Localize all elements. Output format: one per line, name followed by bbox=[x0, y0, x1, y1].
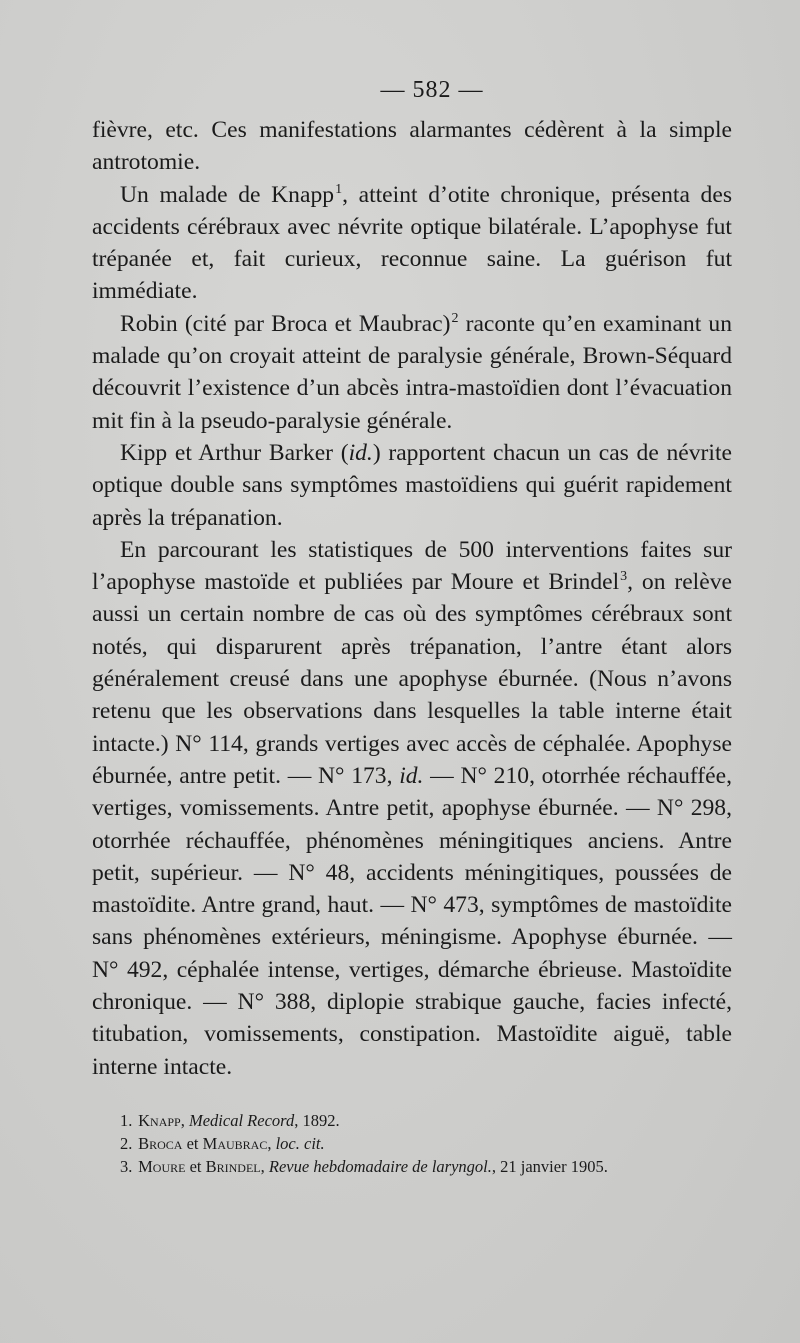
text-run: , 1892. bbox=[294, 1110, 340, 1130]
paragraph bbox=[92, 308, 732, 437]
book-page bbox=[92, 68, 732, 1178]
paragraph bbox=[92, 114, 732, 179]
footnote bbox=[92, 1132, 732, 1155]
author-name: Broca bbox=[138, 1133, 183, 1153]
text-run: et bbox=[182, 1133, 203, 1153]
footnote-number: 1. bbox=[120, 1110, 133, 1130]
footnote bbox=[92, 1155, 732, 1178]
footnote-number: 3. bbox=[120, 1156, 133, 1176]
author-name: Brindel bbox=[205, 1156, 261, 1176]
text-run: Un malade de Knapp bbox=[120, 181, 335, 208]
text-run: En parcourant les statistiques de 500 interventions faites sur l’apophyse mastoïde et publiées par Moure et Brindel bbox=[92, 536, 732, 596]
text-run: — N° 210, otorrhée réchauffée, vertiges, vomissements. Antre petit, apophyse éburnée. — N° 298, otorrhée réchauffée, phénomènes méningitiques anciens. Antre petit, supérieur. — N° 48, accidents méningitiques, poussées de mastoïdite. Antre grand, haut. — N° 473, symptômes de mastoïdite sans phénomènes extérieurs, méningisme. Apophyse éburnée. — N° 492, céphalée intense, vertiges, démarche ébrieuse. Mastoïdite chronique. — N° 388, diplopie strabique gauche, facies infecté, titubation, vomissements, constipation. Mastoïdite aiguë, table interne intacte. bbox=[92, 762, 733, 1080]
footnote-number: 2. bbox=[120, 1133, 133, 1153]
text-run: raconte qu’en examinant un malade qu’on croyait atteint de paralysie générale, Brown-Séquard découvrit l’existence d’un abcès intra-mastoïdien dont l’évacuation mit fin à la pseudo-paralysie générale. bbox=[92, 310, 732, 434]
body-text bbox=[92, 114, 732, 1083]
footnotes bbox=[92, 1109, 732, 1178]
italic-text: Medical Record bbox=[188, 1110, 295, 1130]
text-run: , bbox=[267, 1133, 276, 1153]
page-number: — 582 — bbox=[380, 77, 484, 103]
footnote-reference: 2 bbox=[451, 310, 459, 326]
text-run: fièvre, etc. Ces manifestations alarmantes cédèrent à la simple antrotomie. bbox=[92, 117, 732, 176]
text-run: Kipp et Arthur Barker ( bbox=[120, 439, 349, 466]
paragraph bbox=[92, 437, 732, 534]
paragraph bbox=[92, 534, 732, 1083]
text-run: , atteint d’otite chronique, présenta des accidents cérébraux avec névrite optique bilatérale. L’apophyse fut trépanée et, fait curieux, reconnue saine. La guérison fut immédiate. bbox=[92, 181, 733, 305]
author-name: Maubrac bbox=[202, 1133, 268, 1153]
italic-text: Revue hebdomadaire de laryngol. bbox=[268, 1156, 492, 1176]
text-run: ) rapportent chacun un cas de névrite optique double sans symptômes mastoïdiens qui guérit rapidement après la trépanation. bbox=[92, 439, 732, 531]
author-name: Moure bbox=[138, 1156, 186, 1176]
italic-text: id. bbox=[348, 439, 373, 466]
text-run: , bbox=[180, 1110, 189, 1130]
italic-text: id. bbox=[399, 762, 424, 789]
text-run: et bbox=[185, 1156, 206, 1176]
text-run: Robin (cité par Broca et Maubrac) bbox=[120, 310, 451, 337]
footnote bbox=[92, 1109, 732, 1132]
footnote-reference: 1 bbox=[335, 181, 343, 197]
author-name: Knapp bbox=[138, 1110, 181, 1130]
text-run: , bbox=[260, 1156, 269, 1176]
footnote-reference: 3 bbox=[620, 569, 628, 585]
text-run: , on relève aussi un certain nombre de cas où des symptômes cérébraux sont notés, qui disparurent après trépanation, l’antre étant alors généralement creusé dans une apophyse éburnée. (Nous n’avons retenu que les observations dans lesquelles la table interne était intacte.) N° 114, grands vertiges avec accès de céphalée. Apophyse éburnée, antre petit. — N° 173, bbox=[92, 569, 732, 789]
paragraph bbox=[92, 179, 732, 308]
text-run: , 21 janvier 1905. bbox=[491, 1156, 608, 1176]
italic-text: loc. cit. bbox=[275, 1133, 325, 1153]
